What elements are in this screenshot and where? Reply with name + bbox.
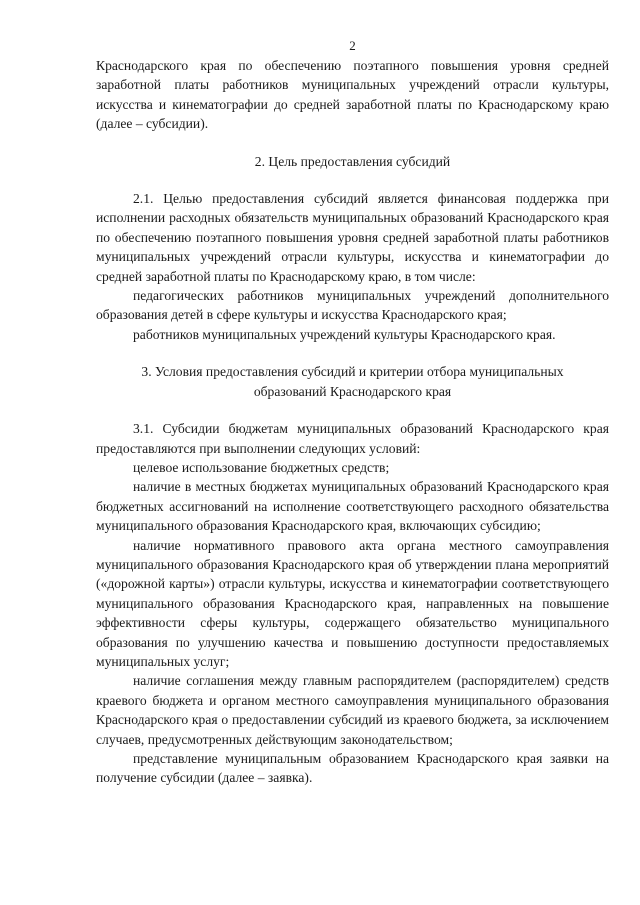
section-3-paragraph-3: наличие в местных бюджетах муниципальных образований Краснодарского края бюджетных ассигнований на исполнение соответствующего расходного обязательства муниципального образования Краснодарского края, включающих субсидию;: [96, 479, 609, 534]
section-3-paragraph-1: 3.1. Субсидии бюджетам муниципальных образований Краснодарского края предоставляются при выполнении следующих условий:: [96, 421, 609, 456]
section-3-heading-line-1: 3. Условия предоставления субсидий и критерии отбора муниципальных: [141, 364, 564, 380]
section-2-paragraph-3: работников муниципальных учреждений культуры Краснодарского края.: [133, 326, 556, 342]
section-3-paragraph-2: целевое использование бюджетных средств;: [133, 459, 390, 475]
document-page: [96, 0, 609, 788]
section-2-heading: 2. Цель предоставления субсидий: [254, 153, 451, 169]
section-3-paragraph-5: наличие соглашения между главным распорядителем (распорядителем) средств краевого бюджета и органом местного самоуправления муниципального образования Краснодарского края о предоставлении субсидий из краевого бюджета, за исключением случаев, предусмотренных действующим законодательством;: [96, 673, 609, 747]
page-number: 2: [349, 38, 356, 53]
intro-paragraph: Краснодарского края по обеспечению поэтапного повышения уровня средней заработной платы работников муниципальных учреждений отрасли культуры, искусства и кинематографии до средней заработной платы по Краснодарскому краю (далее – субсидии).: [96, 58, 609, 132]
section-3-paragraph-4: наличие нормативного правового акта органа местного самоуправления муниципального образования Краснодарского края об утверждении плана мероприятий («дорожной карты») отрасли культуры, искусства и кинематографии соответствующего муниципального образования Краснодарского края, направленных на повышение эффективности сферы культуры, содержащего обязательство муниципального образования по улучшению качества и повышению доступности предоставляемых муниципальных услуг;: [96, 537, 609, 669]
section-2-paragraph-1: 2.1. Целью предоставления субсидий является финансовая поддержка при исполнении расходных обязательств муниципальных образований Краснодарского края по обеспечению поэтапного повышения уровня средней заработной платы работников муниципальных учреждений отрасли культуры, искусства и кинематографии до средней заработной платы по Краснодарскому краю, в том числе:: [96, 191, 609, 284]
section-3-paragraph-6: представление муниципальным образованием Краснодарского края заявки на получение субсидии (далее – заявка).: [96, 751, 609, 786]
section-2-paragraph-2: педагогических работников муниципальных учреждений дополнительного образования детей в сфере культуры и искусства Краснодарского края;: [96, 288, 609, 323]
section-3-heading-line-2: образований Краснодарского края: [253, 383, 452, 399]
